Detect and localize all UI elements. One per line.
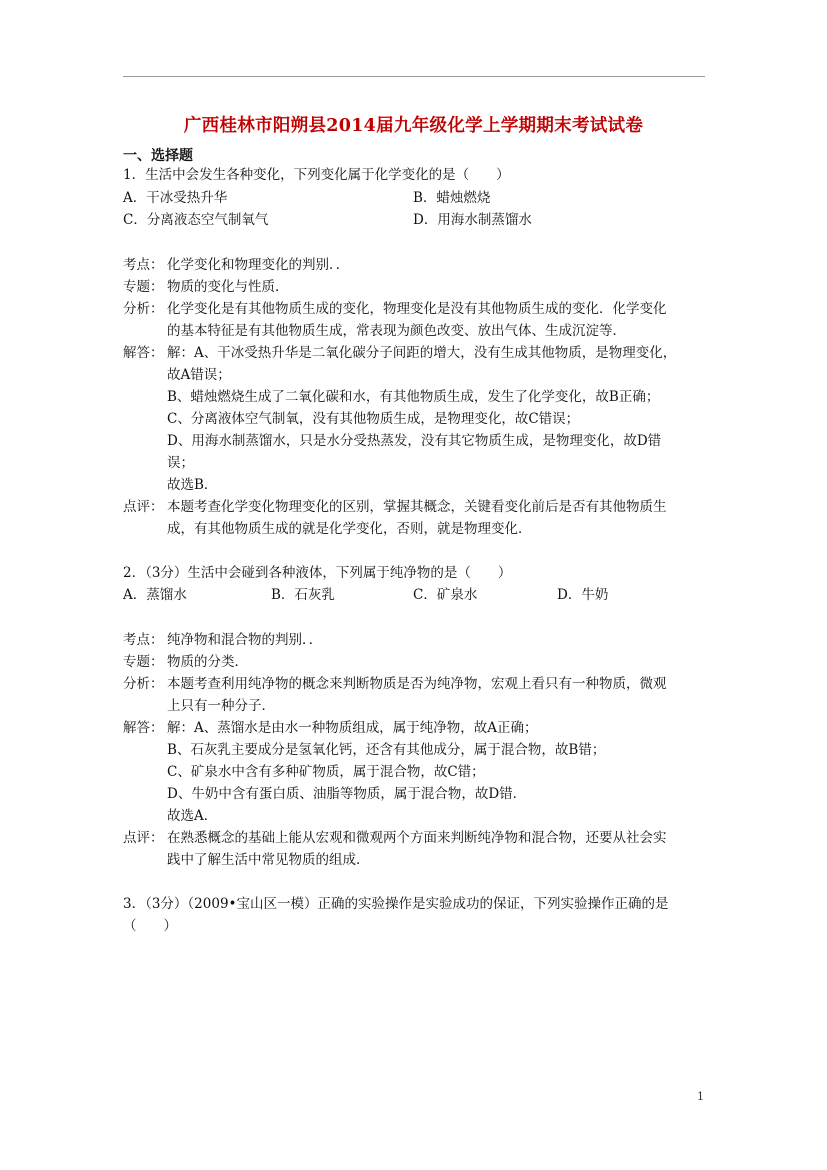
q2-jieda-line: D、牛奶中含有蛋白质、油脂等物质，属于混合物，故D错． [167,786,527,802]
page-title: 广西桂林市阳朔县2014届九年级化学上学期期末考试试卷 [183,116,644,136]
q1-kaodian: 化学变化和物理变化的判别．． [167,257,350,273]
q1-option-c: C．分离液态空气制氧气 [123,212,269,228]
header-rule [123,76,705,77]
q2-option-b: B．石灰乳 [271,587,335,603]
q2-dianping-label: 点评： [123,830,164,846]
q2-zhuanti-label: 专题： [123,654,164,670]
q1-option-b: B．蜡烛燃烧 [413,190,491,206]
q3-stem-line: （ ） [123,918,177,934]
section-title: 一、选择题 [123,148,193,164]
q1-fenxi-label: 分析： [123,301,164,317]
q2-stem: 2．（3分）生活中会碰到各种液体，下列属于纯净物的是（ ） [123,565,512,581]
q1-stem: 1．生活中会发生各种变化，下列变化属于化学变化的是（ ） [123,167,510,183]
q2-dianping-line: 在熟悉概念的基础上能从宏观和微观两个方面来判断纯净物和混合物，还要从社会实 [167,830,667,846]
q1-zhuanti: 物质的变化与性质． [167,279,289,295]
q1-jieda-line: 误； [167,455,194,471]
q1-jieda-line: B、蜡烛燃烧生成了二氧化碳和水，有其他物质生成，发生了化学变化，故B正确； [167,389,660,405]
q1-fenxi-line: 化学变化是有其他物质生成的变化，物理变化是没有其他物质生成的变化．化学变化 [167,301,667,317]
q1-kaodian-label: 考点： [123,257,164,273]
q2-jieda-label: 解答： [123,720,164,736]
q2-jieda-line: 故选A． [167,808,218,824]
q1-jieda-label: 解答： [123,345,164,361]
q1-option-a: A．干冰受热升华 [123,190,228,206]
q1-jieda-line: 故选B． [167,477,218,493]
page-number: 1 [697,1090,704,1103]
q1-dianping-line: 成，有其他物质生成的就是化学变化，否则，就是物理变化． [167,521,532,537]
q1-jieda-line: 解：A、干冰受热升华是二氧化碳分子间距的增大，没有生成其他物质，是物理变化， [167,345,677,361]
q2-kaodian: 纯净物和混合物的判别．． [167,632,323,648]
q2-option-a: A．蒸馏水 [123,587,187,603]
q2-kaodian-label: 考点： [123,632,164,648]
q2-jieda-line: 解：A、蒸馏水是由水一种物质组成，属于纯净物，故A正确； [167,720,538,736]
q1-jieda-line: 故A错误； [167,367,231,383]
q2-jieda-line: C、矿泉水中含有多种矿物质，属于混合物，故C错； [167,764,485,780]
q2-zhuanti: 物质的分类． [167,654,248,670]
q2-dianping-line: 践中了解生活中常见物质的组成． [167,852,370,868]
q1-jieda-line: C、分离液体空气制氧，没有其他物质生成，是物理变化，故C错误； [167,411,580,427]
q3-stem-line: 3．（3分）（2009•宝山区一模）正确的实验操作是实验成功的保证，下列实验操作正确的是 [123,896,669,912]
q1-dianping-line: 本题考查化学变化物理变化的区别，掌握其概念，关键看变化前后是否有其他物质生 [167,499,667,515]
q2-option-c: C．矿泉水 [413,587,478,603]
q2-fenxi-line: 本题考查利用纯净物的概念来判断物质是否为纯净物，宏观上看只有一种物质，微观 [167,676,667,692]
q1-jieda-line: D、用海水制蒸馏水，只是水分受热蒸发，没有其它物质生成，是物理变化，故D错 [167,433,662,449]
q1-zhuanti-label: 专题： [123,279,164,295]
q2-fenxi-line: 上只有一种分子． [167,698,275,714]
q2-option-d: D．牛奶 [557,587,609,603]
q1-fenxi-line: 的基本特征是有其他物质生成，常表现为颜色改变、放出气体、生成沉淀等． [167,323,626,339]
q1-option-d: D．用海水制蒸馏水 [413,212,532,228]
q2-jieda-line: B、石灰乳主要成分是氢氧化钙，还含有其他成分，属于混合物，故B错； [167,742,606,758]
q1-dianping-label: 点评： [123,499,164,515]
q2-fenxi-label: 分析： [123,676,164,692]
